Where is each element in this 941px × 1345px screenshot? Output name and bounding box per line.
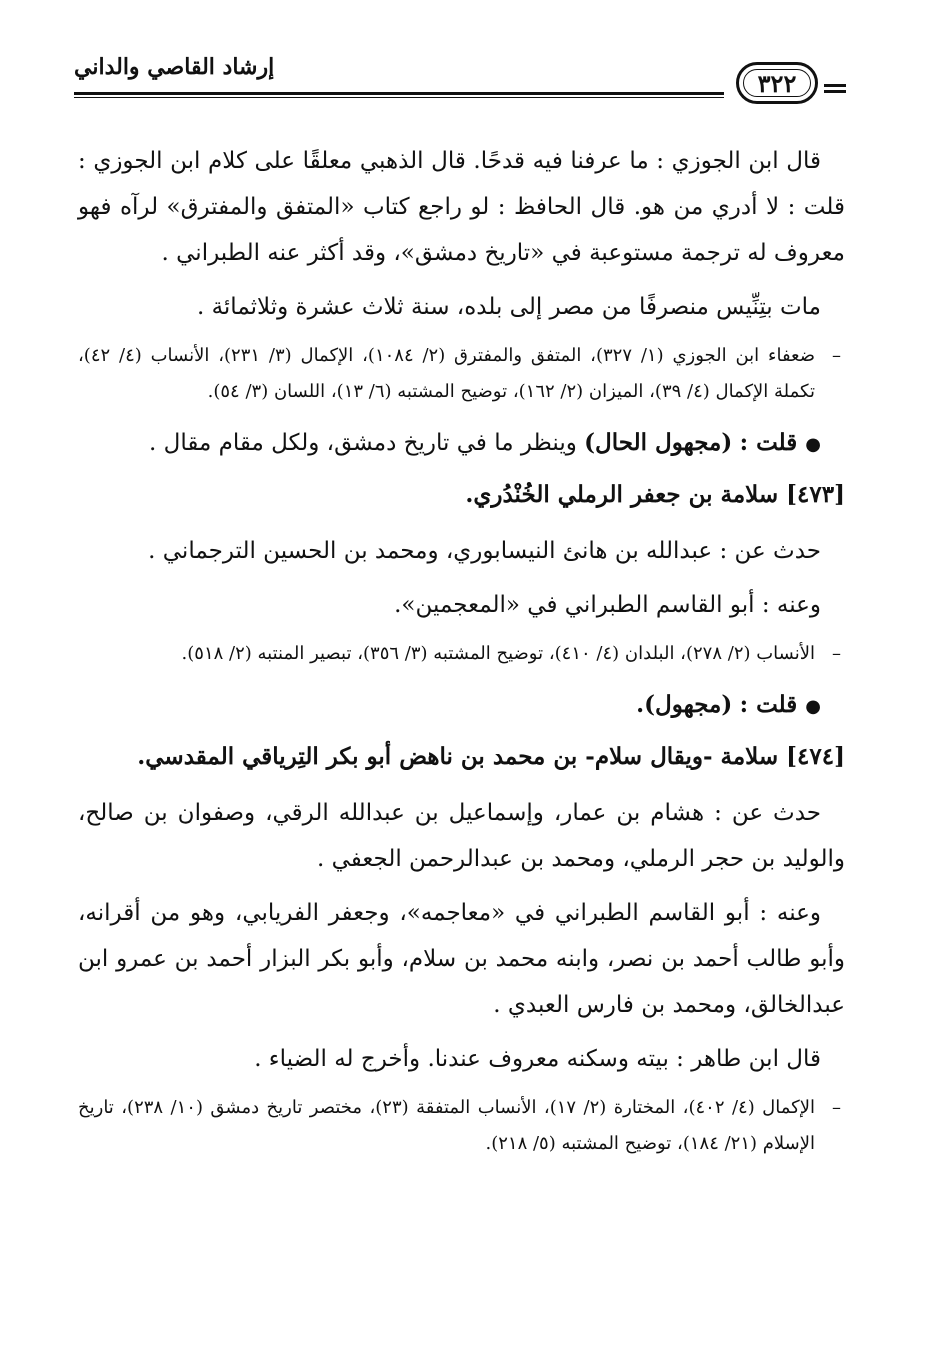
entry-heading: [٤٧٣] سلامة بن جعفر الرملي الخُنْدُري. [465, 481, 845, 508]
header-rule [74, 92, 724, 95]
note-label: قلت : [739, 429, 798, 456]
paragraph: وعنه : أبو القاسم الطبراني في «معاجمه»، وجعفر الفريابي، وهو من أقرانه، وأبو طالب أحمد بن نصر، وابنه محمد بن سلام، وأبو بكر البزار أحمد بن عمرو ابن عبدالخالق، ومحمد بن فارس العبدي . [78, 900, 845, 1018]
reference-dash: – [832, 1097, 841, 1118]
references [78, 636, 845, 672]
reference-text: ضعفاء ابن الجوزي (١/ ٣٢٧)، المتفق والمفترق (٢/ ١٠٨٤)، الإكمال (٣/ ٢٣١)، الأنساب (٤/ ٤٢)، تكملة الإكمال (٤/ ٣٩)، الميزان (٢/ ١٦٢)، توضيح المشتبه (٦/ ١٣)، اللسان (٣/ ٥٤). [78, 345, 816, 402]
paragraph: حدث عن : عبدالله بن هانئ النيسابوري، ومحمد بن الحسين الترجماني . [148, 538, 821, 564]
references [78, 338, 845, 410]
note-label: قلت : [739, 691, 798, 718]
note-line [78, 420, 845, 468]
page-number-badge [736, 62, 818, 104]
page-body [78, 138, 845, 1172]
page-header [74, 50, 848, 120]
note-line [78, 682, 845, 730]
page-number: ٣٢٢ [757, 68, 797, 98]
reference-text: الأنساب (٢/ ٢٧٨)، البلدان (٤/ ٤١٠)، توضيح المشتبه (٣/ ٣٥٦)، تبصير المنتبه (٢/ ٥١٨). [181, 643, 815, 664]
note-verdict: (مجهول). [636, 691, 733, 718]
header-rule-thin [74, 97, 724, 98]
paragraph: مات بتِنِّيس منصرفًا من مصر إلى بلده، سنة ثلاث عشرة وثلاثمائة . [196, 294, 821, 320]
running-title: إرشاد القاصي والداني [74, 54, 275, 80]
paragraph: وعنه : أبو القاسم الطبراني في «المعجمين». [394, 592, 821, 618]
reference-text: الإكمال (٤/ ٤٠٢)، المختارة (٢/ ١٧)، الأنساب المتفقة (٢٣)، مختصر تاريخ دمشق (١٠/ ٢٣٨)، تاريخ الإسلام (٢١/ ١٨٤)، توضيح المشتبه (٥/ ٢١٨). [78, 1097, 815, 1154]
header-ornament-line [824, 90, 846, 93]
header-ornament-line [824, 84, 846, 87]
reference-dash: – [832, 643, 841, 664]
note-verdict: (مجهول الحال) [584, 429, 733, 456]
paragraph: قال ابن طاهر : بيته وسكنه معروف عندنا. وأخرج له الضياء . [254, 1046, 821, 1072]
entry-heading: [٤٧٤] سلامة -ويقال سلام- بن محمد بن ناهض أبو بكر التِرياقي المقدسي. [137, 743, 845, 770]
reference-dash: – [832, 345, 841, 366]
references [78, 1090, 845, 1162]
bullet-icon: ● [805, 696, 821, 717]
note-text: وينظر ما في تاريخ دمشق، ولكل مقام مقال . [148, 430, 585, 456]
paragraph: حدث عن : هشام بن عمار، وإسماعيل بن عبدالله الرقي، وصفوان بن صالح، والوليد بن حجر الرملي، ومحمد بن عبدالرحمن الجعفي . [78, 800, 845, 872]
bullet-icon: ● [805, 434, 821, 455]
paragraph: قال ابن الجوزي : ما عرفنا فيه قدحًا. قال الذهبي معلقًا على كلام ابن الجوزي : قلت : لا أدري من هو. قال الحافظ : لو راجع كتاب «المتفق والمفترق» لرآه فهو معروف له ترجمة مستوعبة في «تاريخ دمشق»، وقد أكثر عنه الطبراني . [78, 148, 845, 266]
